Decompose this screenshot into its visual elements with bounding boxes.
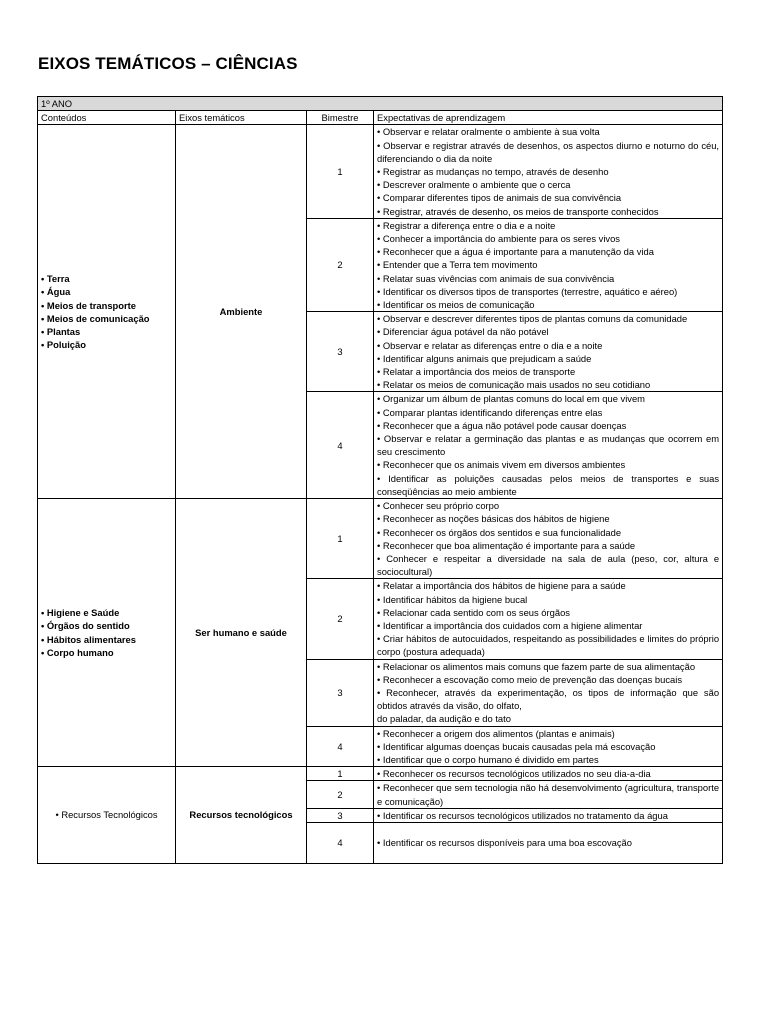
expectation-item: • Reconhecer, através da experimentação, os tipos de informação que são obtidos através da visão, do olfato, xyxy=(377,686,720,712)
expectation-item: • Comparar diferentes tipos de animais de sua convivência xyxy=(377,192,622,204)
expectation-item: • Observar e descrever diferentes tipos de plantas comuns da comunidade xyxy=(377,313,688,325)
expectation-item: • Diferenciar água potável da não potável xyxy=(377,326,549,338)
expectation-item: • Observar e relatar a germinação das plantas e as mudanças que ocorrem em seu crescimento xyxy=(377,433,720,458)
content-item: • Terra xyxy=(41,273,70,285)
expectation-item: • Identificar os recursos disponíveis para uma boa escovação xyxy=(377,837,632,849)
bimestre-number: 3 xyxy=(307,659,374,726)
expectation-item: • Reconhecer que a água é importante para a manutenção da vida xyxy=(377,246,654,258)
document-title: EIXOS TEMÁTICOS – CIÊNCIAS xyxy=(38,54,298,73)
expectation-item: • Observar e registrar através de desenhos, os aspectos diurno e noturno do céu, diferenciando o dia da noite xyxy=(377,139,720,164)
expectations-cell xyxy=(374,822,723,863)
section-contents xyxy=(38,125,176,499)
bimestre-number: 4 xyxy=(307,392,374,499)
expectation-item: • Relatar a importância dos meios de transporte xyxy=(377,366,576,378)
expectations-cell xyxy=(374,781,723,808)
expectations-cell xyxy=(374,312,723,392)
expectation-item: • Identificar alguns animais que prejudicam a saúde xyxy=(377,352,592,364)
bimestre-number: 4 xyxy=(307,726,374,767)
expectation-item: • Observar e relatar as diferenças entre o dia e a noite xyxy=(377,339,603,351)
expectation-item: • Entender que a Terra tem movimento xyxy=(377,259,538,271)
content-item: • Corpo humano xyxy=(41,646,114,658)
bimestre-number: 2 xyxy=(307,781,374,808)
expectation-item: do paladar, da audição e do tato xyxy=(377,713,511,725)
expectation-item: • Reconhecer que os animais vivem em diversos ambientes xyxy=(377,459,626,471)
expectation-item: • Organizar um álbum de plantas comuns do local em que vivem xyxy=(377,393,645,405)
expectation-item: • Relacionar os alimentos mais comuns que fazem parte de sua alimentação xyxy=(377,660,696,672)
expectation-item: • Conhecer e respeitar a diversidade na sala de aula (peso, cor, altura e sociocultural) xyxy=(377,552,720,578)
bimestre-number: 1 xyxy=(307,499,374,579)
expectation-item: • Relatar a importância dos hábitos de higiene para a saúde xyxy=(377,580,626,592)
expectation-item: • Identificar as poluições causadas pelos meios de transportes e suas conseqüências ao meio ambiente xyxy=(377,472,720,497)
bimestre-number: 4 xyxy=(307,822,374,863)
expectation-item: • Reconhecer que boa alimentação é importante para a saúde xyxy=(377,539,636,551)
content-item: • Recursos Tecnológicos xyxy=(55,809,158,821)
expectations-cell xyxy=(374,218,723,311)
section-axis: Ambiente xyxy=(176,125,307,499)
expectation-item: • Identificar os diversos tipos de transportes (terrestre, aquático e aéreo) xyxy=(377,285,678,297)
curriculum-table xyxy=(37,96,723,864)
expectation-item: • Reconhecer a origem dos alimentos (plantas e animais) xyxy=(377,727,615,739)
expectation-item: • Registrar a diferença entre o dia e a noite xyxy=(377,219,556,231)
expectation-item: • Identificar os meios de comunicação xyxy=(377,299,535,311)
header-bimestre: Bimestre xyxy=(307,111,374,125)
expectation-item: • Relatar os meios de comunicação mais usados no seu cotidiano xyxy=(377,379,651,391)
expectation-item: • Identificar que o corpo humano é dividido em partes xyxy=(377,753,599,765)
expectation-item: • Reconhecer os órgãos dos sentidos e sua funcionalidade xyxy=(377,526,622,538)
expectations-cell xyxy=(374,726,723,767)
expectations-cell xyxy=(374,392,723,499)
bimestre-number: 1 xyxy=(307,125,374,218)
expectation-item: • Identificar algumas doenças bucais causadas pela má escovação xyxy=(377,740,656,752)
table-row xyxy=(38,125,723,218)
content-item: • Plantas xyxy=(41,325,81,337)
content-item: • Meios de transporte xyxy=(41,299,136,311)
content-item: • Higiene e Saúde xyxy=(41,607,120,619)
section-axis: Recursos tecnológicos xyxy=(176,767,307,864)
content-item: • Água xyxy=(41,286,71,298)
content-item: • Meios de comunicação xyxy=(41,312,150,324)
table-row xyxy=(38,767,723,781)
expectation-item: • Identificar a importância dos cuidados com a higiene alimentar xyxy=(377,619,643,631)
bimestre-number: 3 xyxy=(307,808,374,822)
expectation-item: • Relatar suas vivências com animais de sua convivência xyxy=(377,272,615,284)
expectation-item: • Comparar plantas identificando diferenças entre elas xyxy=(377,406,603,418)
expectation-item: • Criar hábitos de autocuidados, respeitando as possibilidades e limites do próprio corpo (postura adequada) xyxy=(377,633,720,658)
bimestre-number: 1 xyxy=(307,767,374,781)
expectation-item: • Identificar os recursos tecnológicos utilizados no tratamento da água xyxy=(377,809,668,821)
expectations-cell xyxy=(374,125,723,218)
header-conteudos: Conteúdos xyxy=(38,111,176,125)
content-item: • Hábitos alimentares xyxy=(41,633,136,645)
header-expectativas: Expectativas de aprendizagem xyxy=(374,111,723,125)
expectation-item: • Relacionar cada sentido com os seus órgãos xyxy=(377,606,570,618)
expectation-item: • Conhecer seu próprio corpo xyxy=(377,500,500,512)
grade-label: 1º ANO xyxy=(38,97,723,111)
expectation-item: • Reconhecer os recursos tecnológicos utilizados no seu dia-a-dia xyxy=(377,768,651,780)
bimestre-number: 3 xyxy=(307,312,374,392)
expectations-cell xyxy=(374,659,723,726)
expectations-cell xyxy=(374,767,723,781)
header-row xyxy=(38,111,723,125)
section-contents xyxy=(38,499,176,767)
bimestre-number: 2 xyxy=(307,218,374,311)
expectation-item: • Descrever oralmente o ambiente que o cerca xyxy=(377,179,571,191)
expectation-item: • Reconhecer que sem tecnologia não há desenvolvimento (agricultura, transporte e comunicação) xyxy=(377,782,720,807)
expectations-cell xyxy=(374,579,723,659)
content-item: • Poluição xyxy=(41,339,86,351)
section-contents xyxy=(38,767,176,864)
expectations-cell xyxy=(374,808,723,822)
expectation-item: • Registrar as mudanças no tempo, através de desenho xyxy=(377,166,609,178)
bimestre-number: 2 xyxy=(307,579,374,659)
content-item: • Órgãos do sentido xyxy=(41,620,130,632)
expectation-item: • Reconhecer a escovação como meio de prevenção das doenças bucais xyxy=(377,673,683,685)
section-axis: Ser humano e saúde xyxy=(176,499,307,767)
grade-row xyxy=(38,97,723,111)
table-row xyxy=(38,499,723,579)
header-eixos: Eixos temáticos xyxy=(176,111,307,125)
expectation-item: • Observar e relatar oralmente o ambiente à sua volta xyxy=(377,126,600,138)
expectation-item: • Reconhecer que a água não potável pode causar doenças xyxy=(377,419,627,431)
expectation-item: • Conhecer a importância do ambiente para os seres vivos xyxy=(377,233,620,245)
expectation-item: • Reconhecer as noções básicas dos hábitos de higiene xyxy=(377,513,610,525)
expectation-item: • Registrar, através de desenho, os meios de transporte conhecidos xyxy=(377,205,659,217)
expectations-cell xyxy=(374,499,723,579)
expectation-item: • Identificar hábitos da higiene bucal xyxy=(377,593,528,605)
